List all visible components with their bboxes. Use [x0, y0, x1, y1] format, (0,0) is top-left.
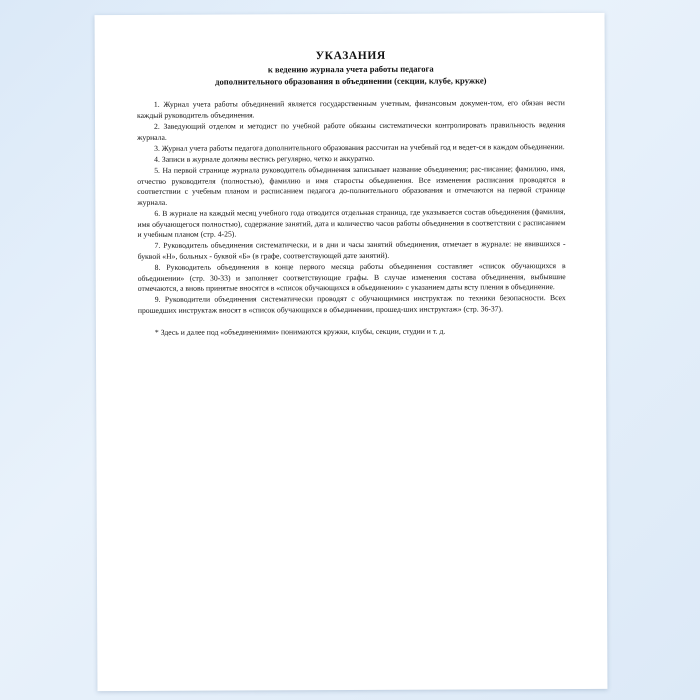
- paragraph-6: 6. В журнале на каждый месяц учебного года отводится отдельная страница, где указывается состав объединения (фамилия, имя обучающегося полностью), содержание занятий, дата и количество часов работы объединения в соответствии с расписанием и учебным планом (стр. 4-25).: [137, 207, 566, 240]
- body-text: [137, 98, 566, 338]
- paragraph-9: 9. Руководители объединения систематически проводят с обучающимися инструктаж по техники безопасности. Всех прошедших инструктаж вносят в «список обучающихся в объединении, прошед-ших инструктаж» (стр. 36-37).: [137, 293, 566, 315]
- page-subtitle-line-1: к ведению журнала учета работы педагога: [267, 63, 434, 75]
- paragraph-5: 5. На первой странице журнала руководитель объединения записывает название объединения; рас-писание; фамилию, имя, отчество руководителя (полностью), фамилию и имя старосты объединения. Все изменения расписания проводятся в соответствии с учебным планом и расписанием педагога до-полнительного образования и отмечаются на первой странице журнала.: [137, 164, 566, 207]
- paragraph-3: 3. Журнал учета работы педагога дополнительного образования рассчитан на учебный год и ведет-ся в каждом объединении.: [154, 141, 565, 153]
- page-title: УКАЗАНИЯ: [315, 49, 386, 63]
- paragraph-4: 4. Записи в журнале должны вестись регулярно, четко и аккуратно.: [154, 153, 375, 164]
- page-subtitle-line-2: дополнительного образования в объединении (секции, клубе, кружке): [215, 74, 487, 87]
- document-content: [137, 49, 566, 338]
- page-subtitle: [137, 63, 565, 88]
- paragraph-2: 2. Заведующий отделом и методист по учебной работе обязаны систематически контролировать правильность ведения журнала.: [137, 120, 566, 142]
- footnote: * Здесь и далее под «объединениями» понимаются кружки, клубы, секции, студии и т. д.: [154, 326, 446, 337]
- paragraph-7: 7. Руководитель объединения систематически, и в дни и часы занятий объединения, отмечает в журнале: не явившихся - буквой «Н», больных - буквой «Б» (в графе, соответствующей дате занятий).: [137, 239, 566, 261]
- document-page: [95, 13, 608, 691]
- paragraph-1: 1. Журнал учета работы объединений является государственным учетным, финансовым докумен-том, его обязан вести каждый руководитель объединения.: [136, 98, 565, 120]
- paragraph-8: 8. Руководитель объединения в конце первого месяца работы объединения составляет «список обучающихся в объединении» (стр. 30-33) и заполняет соответствующие графы. В случае изменения состава объединения, выбывшие отмечаются, а вновь принятые вносятся в «список обучающихся в объединении» с указанием даты всту пления в объединение.: [137, 261, 566, 294]
